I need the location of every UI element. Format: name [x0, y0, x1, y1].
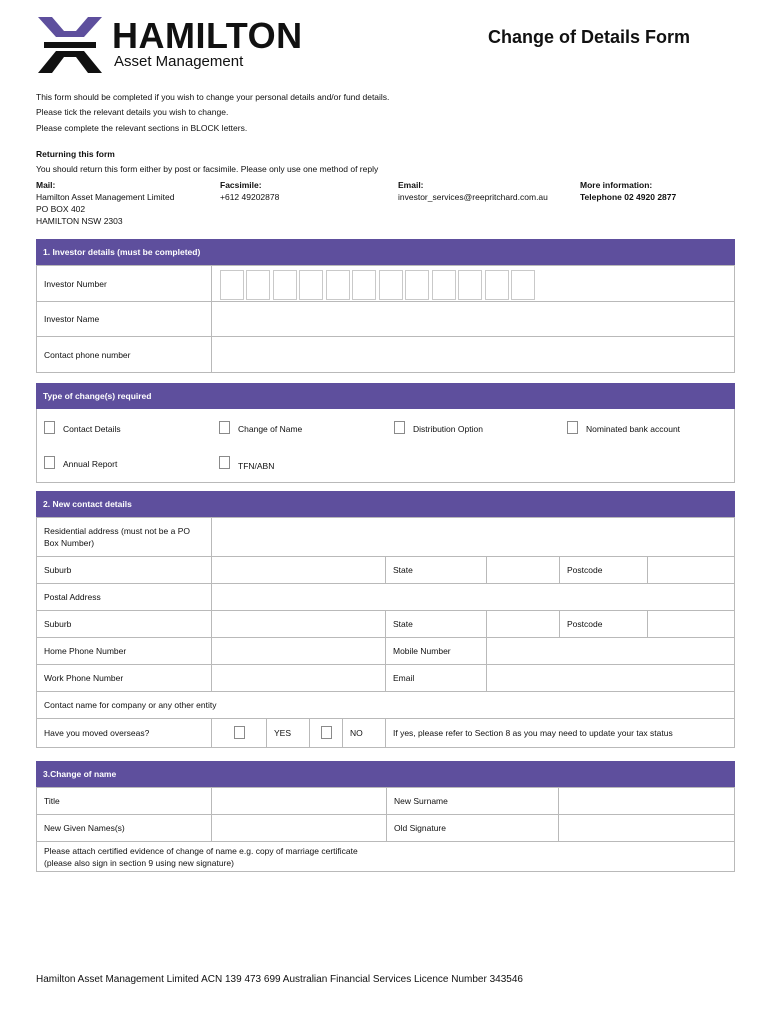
home-phone-label: Home Phone Number [37, 638, 212, 665]
postal-address-field[interactable] [212, 584, 735, 611]
title-label: Title [37, 788, 212, 815]
state-field[interactable] [487, 557, 560, 584]
investor-number-box[interactable] [246, 270, 270, 300]
mobile-label: Mobile Number [386, 638, 487, 665]
checkbox-distribution[interactable] [394, 421, 405, 434]
postal-postcode-field[interactable] [648, 611, 735, 638]
postal-state-field[interactable] [487, 611, 560, 638]
postal-state-label: State [386, 611, 487, 638]
new-surname-field[interactable] [559, 788, 735, 815]
postcode-label: Postcode [560, 557, 648, 584]
info-value: Telephone 02 4920 2877 [580, 192, 677, 202]
option-change-of-name-label: Change of Name [238, 424, 303, 434]
section3-header: 3.Change of name [36, 761, 735, 787]
postal-suburb-label: Suburb [37, 611, 212, 638]
investor-number-box[interactable] [379, 270, 403, 300]
intro-line-3: Please complete the relevant sections in BLOCK letters. [36, 123, 248, 133]
option-bank-account-label: Nominated bank account [586, 424, 681, 434]
footer-text: Hamilton Asset Management Limited ACN 139 473 699 Australian Financial Services Licence Number 343546 [36, 974, 523, 985]
postal-suburb-field[interactable] [212, 611, 386, 638]
email-value[interactable]: investor_services@reepritchard.com.au [398, 192, 548, 202]
contact-name-label[interactable]: Contact name for company or any other entity [37, 692, 735, 719]
option-contact-details-label: Contact Details [63, 424, 121, 434]
fax-value: +612 49202878 [220, 192, 280, 202]
title-field[interactable] [212, 788, 387, 815]
type-of-change-header: Type of change(s) required [36, 383, 735, 409]
work-phone-label: Work Phone Number [37, 665, 212, 692]
overseas-yes-label: YES [267, 719, 310, 748]
postal-postcode-label: Postcode [560, 611, 648, 638]
checkbox-tfn-abn[interactable] [219, 456, 230, 469]
change-of-name-table [36, 787, 735, 872]
option-annual-report-label: Annual Report [63, 459, 118, 469]
checkbox-contact-details[interactable] [44, 421, 55, 434]
contact-details-table [36, 517, 735, 748]
overseas-yes-cell[interactable] [212, 719, 267, 748]
investor-number-box[interactable] [352, 270, 376, 300]
work-phone-field[interactable] [212, 665, 386, 692]
investor-number-field[interactable] [212, 266, 735, 302]
section1-header: 1. Investor details (must be completed) [36, 239, 735, 265]
contact-phone-label: Contact phone number [37, 337, 212, 373]
mail-line-1: Hamilton Asset Management Limited [36, 192, 175, 202]
residential-field[interactable] [212, 518, 735, 557]
email-field[interactable] [487, 665, 735, 692]
suburb-label: Suburb [37, 557, 212, 584]
checkbox-overseas-no[interactable] [321, 726, 332, 739]
investor-name-label: Investor Name [37, 302, 212, 337]
email-field-label: Email [386, 665, 487, 692]
mail-label: Mail: [36, 180, 56, 190]
investor-number-box[interactable] [432, 270, 456, 300]
mobile-field[interactable] [487, 638, 735, 665]
suburb-field[interactable] [212, 557, 386, 584]
info-label: More information: [580, 180, 653, 190]
form-title: Change of Details Form [488, 27, 691, 47]
overseas-note: If yes, please refer to Section 8 as you may need to update your tax status [386, 719, 735, 748]
intro-line-2: Please tick the relevant details you wish to change. [36, 107, 229, 117]
mail-line-3: HAMILTON NSW 2303 [36, 216, 123, 226]
checkbox-change-of-name[interactable] [219, 421, 230, 434]
investor-details-table [36, 265, 735, 373]
investor-number-box[interactable] [299, 270, 323, 300]
type-of-change-panel [36, 409, 735, 483]
state-label: State [386, 557, 487, 584]
overseas-no-label: NO [343, 719, 386, 748]
new-surname-label: New Surname [387, 788, 559, 815]
note-line-2: (please also sign in section 9 using new signature) [44, 857, 234, 868]
mail-line-2: PO BOX 402 [36, 204, 86, 214]
returning-text: You should return this form either by post or facsimile. Please only use one method of reply [36, 164, 379, 174]
investor-number-label: Investor Number [37, 266, 212, 302]
investor-number-box[interactable] [326, 270, 350, 300]
investor-name-field[interactable] [212, 302, 735, 337]
overseas-no-cell[interactable] [310, 719, 343, 748]
residential-label: Residential address (must not be a PO Box Number) [37, 518, 212, 557]
company-name: HAMILTON [112, 15, 303, 56]
investor-number-box[interactable] [273, 270, 297, 300]
investor-number-box[interactable] [405, 270, 429, 300]
contact-phone-field[interactable] [212, 337, 735, 373]
option-distribution-label: Distribution Option [413, 424, 483, 434]
old-signature-field[interactable] [559, 815, 735, 842]
checkbox-overseas-yes[interactable] [234, 726, 245, 739]
investor-number-box[interactable] [485, 270, 509, 300]
checkbox-annual-report[interactable] [44, 456, 55, 469]
returning-heading: Returning this form [36, 149, 115, 159]
section2-header: 2. New contact details [36, 491, 735, 517]
hamilton-logo-icon [36, 13, 104, 75]
email-label: Email: [398, 180, 424, 190]
postal-address-label: Postal Address [37, 584, 212, 611]
checkbox-bank-account[interactable] [567, 421, 578, 434]
moved-overseas-label: Have you moved overseas? [37, 719, 212, 748]
postcode-field[interactable] [648, 557, 735, 584]
option-tfn-abn-label: TFN/ABN [238, 461, 275, 471]
fax-label: Facsimile: [220, 180, 262, 190]
investor-number-box[interactable] [458, 270, 482, 300]
old-signature-label: Old Signature [387, 815, 559, 842]
change-of-name-note [37, 842, 735, 872]
given-names-field[interactable] [212, 815, 387, 842]
investor-number-box[interactable] [511, 270, 535, 300]
home-phone-field[interactable] [212, 638, 386, 665]
intro-line-1: This form should be completed if you wish to change your personal details and/or fund details. [36, 92, 390, 102]
company-subtitle: Asset Management [114, 53, 244, 70]
given-names-label: New Given Names(s) [37, 815, 212, 842]
note-line-1: Please attach certified evidence of change of name e.g. copy of marriage certificate [44, 845, 358, 856]
investor-number-box[interactable] [220, 270, 244, 300]
